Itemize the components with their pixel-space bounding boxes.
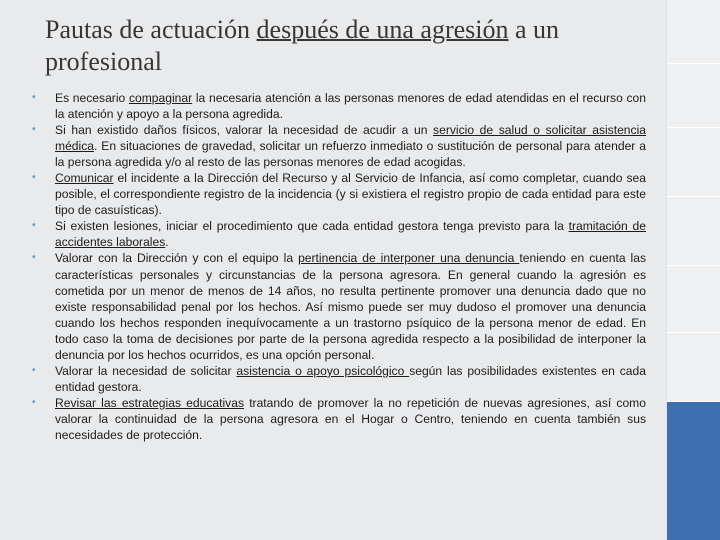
- bullet-underlined-text: asistencia o apoyo psicológico: [236, 363, 410, 378]
- sidebar-block: [667, 128, 720, 197]
- sidebar-accent-block: [667, 402, 720, 540]
- bullet-dot-icon: •: [32, 252, 36, 264]
- bullet-text: la necesaria atención a las personas menores de edad atendidas en el recurso con la atención y apoyo a la persona agredida.: [55, 91, 646, 122]
- bullet-underlined-text: Comunicar: [55, 171, 114, 186]
- bullet-underlined-text: tramitación de accidentes laborales: [55, 219, 646, 250]
- bullet-item: [30, 218, 646, 250]
- bullet-dot-icon: •: [32, 172, 36, 184]
- bullet-item: [30, 90, 646, 122]
- bullet-text: tratando de promover la no repetición de nuevas agresiones, así como valorar la continuidad de la persona agresora en el Hogar o Centro, teniendo en cuenta también sus necesidades de protección.: [55, 395, 646, 442]
- bullet-underlined-text: servicio de salud o solicitar asistencia médica: [55, 123, 646, 154]
- bullet-item: [30, 170, 646, 218]
- bullet-text: Si existen lesiones, iniciar el procedimiento que cada entidad gestora tenga previsto para la: [55, 219, 569, 234]
- bullet-dot-icon: •: [32, 396, 36, 408]
- sidebar-block: [667, 64, 720, 128]
- bullet-text: . En situaciones de gravedad, solicitar un refuerzo inmediato o sustitución de personal para atender a la persona agredida y/o al resto de las personas menores de edad acogidas.: [55, 139, 646, 170]
- bullet-underlined-text: Revisar las estrategias educativas: [55, 395, 244, 410]
- bullet-dot-icon: •: [32, 124, 36, 136]
- bullet-text: Valorar la necesidad de solicitar: [55, 363, 237, 378]
- bullet-text: según las posibilidades existentes en cada entidad gestora.: [55, 363, 646, 394]
- bullet-text: Es necesario: [55, 91, 129, 105]
- decorative-sidebar: [666, 0, 720, 540]
- bullet-dot-icon: •: [32, 364, 36, 376]
- title-part-1: Pautas de actuación: [45, 15, 257, 44]
- bullet-dot-icon: •: [32, 220, 36, 232]
- title-emphasis: después de una agresión: [256, 15, 509, 44]
- bullet-underlined-text: compaginar: [128, 91, 193, 105]
- sidebar-block: [667, 197, 720, 266]
- sidebar-block: [667, 0, 720, 64]
- bullet-item: [30, 122, 646, 170]
- title-part-2: a un profesional: [45, 15, 560, 76]
- bullet-dot-icon: •: [32, 92, 36, 103]
- bullet-text: teniendo en cuenta las características personales y circunstancias de la persona agresora. En general cuando la agresión es cometida por un menor de menos de 14 años, no resulta pertinente promover una denuncia dado que no existe responsabilidad penal por los hechos. Así mismo puede ser muy dudoso el promover una denuncia cuando los hechos responden inequívocamente a un trastorno psíquico de la persona menor de edad. En todo caso la toma de decisiones por parte de la persona agredida respecto a la posibilidad de interponer la denuncia por los hechos ocurridos, es una opción personal.: [55, 251, 647, 362]
- slide-title: [45, 14, 645, 78]
- bullet-underlined-text: pertinencia de interponer una denuncia: [298, 251, 520, 266]
- sidebar-block: [667, 266, 720, 333]
- bullet-item: [30, 250, 646, 362]
- bullet-text: Si han existido daños físicos, valorar la necesidad de acudir a un: [55, 123, 434, 138]
- sidebar-block: [667, 333, 720, 402]
- bullet-list: [30, 90, 646, 443]
- bullet-text: Valorar con la Dirección y con el equipo la: [55, 251, 299, 266]
- bullet-text: .: [165, 235, 169, 250]
- bullet-text: el incidente a la Dirección del Recurso y al Servicio de Infancia, así como completar, cuando sea posible, el correspondiente registro de la incidencia (y si existiera el registro propio de cada entidad para este tipo de casuísticas).: [55, 171, 646, 218]
- bullet-item: [30, 395, 646, 443]
- bullet-item: [30, 363, 646, 395]
